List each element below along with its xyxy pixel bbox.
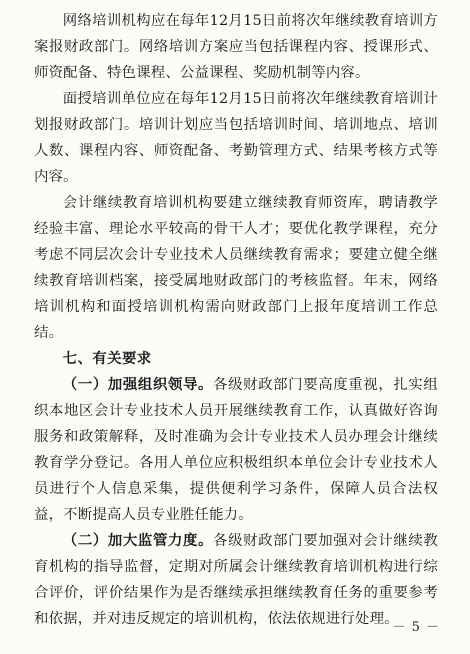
paragraph-lead-supervision: （二）加大监管力度。 [62,532,214,549]
paragraph-lead-organization: （一）加强组织领导。 [62,376,214,393]
paragraph-organization-leadership [34,372,438,528]
page-number: － 5 － [392,620,440,635]
paragraph-supervision [34,528,438,632]
paragraph-face-to-face-training-plan: 面授培训单位应在每年12月15日前将次年继续教育培训计划报财政部门。培训计划应当包括培训时间、培训地点、培训人数、课程内容、师资配备、考勤管理方式、结果考核方式等内容。 [34,91,438,185]
section-heading-requirements: 七、有关要求 [62,351,152,367]
document-body [34,8,438,632]
paragraph-body-supervision: 各级财政部门要加强对会计继续教育机构的指导监督，定期对所属会计继续教育培训机构进行综合评价，评价结果作为是否继续承担继续教育任务的重要参考和依据，并对违反规定的培训机构，依法依规进行处理。 [34,533,438,627]
paragraph-network-training-plan: 网络培训机构应在每年12月15日前将次年继续教育培训方案报财政部门。网络培训方案应当包括课程内容、授课形式、师资配备、特色课程、公益课程、奖励机制等内容。 [34,13,438,81]
paragraph-training-institution-requirements: 会计继续教育培训机构要建立继续教育师资库，聘请教学经验丰富、理论水平较高的骨干人才；要优化教学课程，充分考虑不同层次会计专业技术人员继续教育需求；要建立健全继续教育培训档案，接受属地财政部门的考核监督。年末，网络培训机构和面授培训机构需向财政部门上报年度培训工作总结。 [34,195,438,341]
paragraph-body-organization: 各级财政部门要高度重视，扎实组织本地区会计专业技术人员开展继续教育工作，认真做好咨询服务和政策解释，及时准确为会计专业技术人员办理会计继续教育学分登记。各用人单位应积极组织本单位会计专业技术人员进行个人信息采集，提供便利学习条件，保障人员合法权益，不断提高人员专业胜任能力。 [34,377,438,523]
